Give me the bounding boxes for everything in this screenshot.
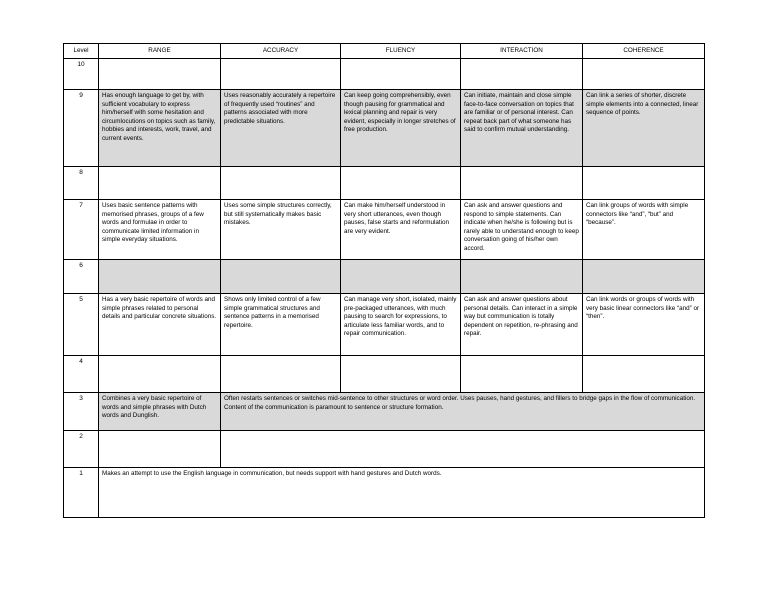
row-level-5 <box>64 294 705 356</box>
coherence-cell: Can link words or groups of words with very basic linear connectors like “and” or “then”. <box>583 294 705 356</box>
coherence-cell <box>583 356 705 393</box>
accuracy-cell: Shows only limited control of a few simple grammatical structures and sentence patterns in a memorised repertoire. <box>221 294 341 356</box>
fluency-cell: Can make him/herself understood in very short utterances, even though pauses, false starts and reformulation are very evident. <box>341 200 461 260</box>
merged-all-criteria-cell: Makes an attempt to use the English language in communication, but needs support with hand gestures and Dutch words. <box>99 468 705 518</box>
accuracy-cell: Uses reasonably accurately a repertoire of frequently used “routines” and patterns associated with more predictable situations. <box>221 90 341 167</box>
level-cell: 5 <box>64 294 99 356</box>
range-cell <box>99 431 221 468</box>
merged-criteria-cell <box>221 431 705 468</box>
level-cell: 6 <box>64 260 99 294</box>
interaction-cell <box>461 260 583 294</box>
row-level-2 <box>64 431 705 468</box>
level-cell: 9 <box>64 90 99 167</box>
range-cell <box>99 59 221 90</box>
interaction-cell <box>461 356 583 393</box>
level-cell: 10 <box>64 59 99 90</box>
range-cell: Combines a very basic repertoire of words and simple phrases with Dutch words and Dunglish. <box>99 393 221 431</box>
fluency-cell <box>341 260 461 294</box>
interaction-cell: Can initiate, maintain and close simple face-to-face conversation on topics that are familiar or of personal interest. Can repeat back part of what someone has said to confirm mutual understanding. <box>461 90 583 167</box>
merged-criteria-cell: Often restarts sentences or switches mid-sentence to other structures or word order. Uses pauses, hand gestures, and fillers to bridge gaps in the flow of communication. Content of the communication is paramount to sentence or structure formation. <box>221 393 705 431</box>
range-cell: Has a very basic repertoire of words and simple phrases related to personal details and particular concrete situations. <box>99 294 221 356</box>
accuracy-cell <box>221 59 341 90</box>
level-cell: 2 <box>64 431 99 468</box>
header-accuracy: ACCURACY <box>221 44 341 59</box>
coherence-cell <box>583 260 705 294</box>
row-level-10 <box>64 59 705 90</box>
header-coherence: COHERENCE <box>583 44 705 59</box>
level-cell: 3 <box>64 393 99 431</box>
level-cell: 4 <box>64 356 99 393</box>
accuracy-cell <box>221 167 341 200</box>
row-level-9 <box>64 90 705 167</box>
row-level-4 <box>64 356 705 393</box>
accuracy-cell <box>221 356 341 393</box>
level-cell: 7 <box>64 200 99 260</box>
accuracy-cell: Uses some simple structures correctly, but still systematically makes basic mistakes. <box>221 200 341 260</box>
header-row <box>64 44 705 59</box>
row-level-6 <box>64 260 705 294</box>
interaction-cell: Can ask and answer questions about personal details. Can interact in a simple way but communication is totally dependent on repetition, re-phrasing and repair. <box>461 294 583 356</box>
level-cell: 1 <box>64 468 99 518</box>
row-level-3 <box>64 393 705 431</box>
range-cell: Has enough language to get by, with sufficient vocabulary to express him/herself with some hesitation and circumlocutions on topics such as family, hobbies and interests, work, travel, and current events. <box>99 90 221 167</box>
fluency-cell <box>341 167 461 200</box>
header-range: RANGE <box>99 44 221 59</box>
fluency-cell <box>341 59 461 90</box>
coherence-cell <box>583 167 705 200</box>
rubric-table <box>63 43 705 518</box>
coherence-cell <box>583 59 705 90</box>
row-level-7 <box>64 200 705 260</box>
interaction-cell: Can ask and answer questions and respond to simple statements. Can indicate when he/she is following but is rarely able to understand enough to keep conversation going of his/her own accord. <box>461 200 583 260</box>
row-level-1 <box>64 468 705 518</box>
coherence-cell: Can link a series of shorter, discrete simple elements into a connected, linear sequence of points. <box>583 90 705 167</box>
level-cell: 8 <box>64 167 99 200</box>
header-interaction: INTERACTION <box>461 44 583 59</box>
fluency-cell <box>341 356 461 393</box>
interaction-cell <box>461 59 583 90</box>
range-cell: Uses basic sentence patterns with memorised phrases, groups of a few words and formulae in order to communicate limited information in simple everyday situations. <box>99 200 221 260</box>
header-level: Level <box>64 44 99 59</box>
range-cell <box>99 260 221 294</box>
fluency-cell: Can manage very short, isolated, mainly pre-packaged utterances, with much pausing to search for expressions, to articulate less familiar words, and to repair communication. <box>341 294 461 356</box>
range-cell <box>99 167 221 200</box>
interaction-cell <box>461 167 583 200</box>
header-fluency: FLUENCY <box>341 44 461 59</box>
accuracy-cell <box>221 260 341 294</box>
coherence-cell: Can link groups of words with simple connectors like “and”, “but” and “because”. <box>583 200 705 260</box>
fluency-cell: Can keep going comprehensibly, even though pausing for grammatical and lexical planning and repair is very evident, especially in longer stretches of free production. <box>341 90 461 167</box>
range-cell <box>99 356 221 393</box>
row-level-8 <box>64 167 705 200</box>
